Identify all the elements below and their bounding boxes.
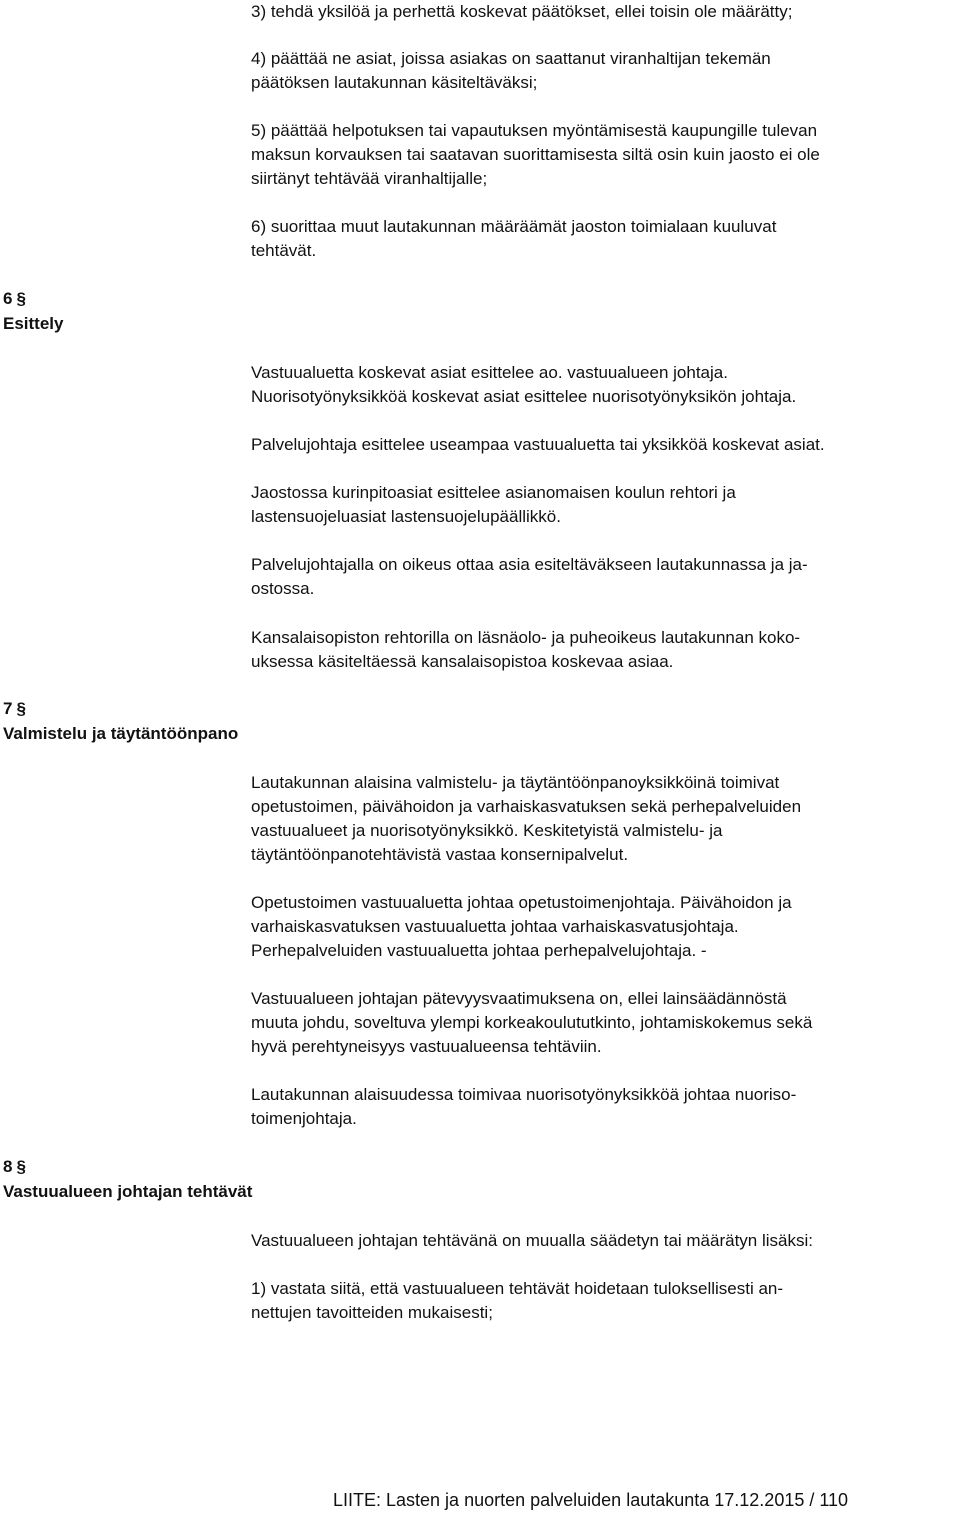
paragraph: [251, 626, 951, 674]
paragraph: [251, 891, 951, 963]
text-line: 1) vastata siitä, että vastuualueen tehtävät hoidetaan tuloksellisesti an-: [251, 1279, 784, 1298]
text-line: Palvelujohtajalla on oikeus ottaa asia esiteltäväkseen lautakunnassa ja ja-: [251, 555, 808, 574]
text-line: siirtänyt tehtävää viranhaltijalle;: [251, 169, 488, 188]
text-line: vastuualueet ja nuorisotyönyksikkö. Keskitetyistä valmistelu- ja: [251, 821, 723, 840]
text-line: Jaostossa kurinpitoasiat esittelee asianomaisen koulun rehtori ja: [251, 483, 736, 502]
intro-item-6: [251, 215, 951, 263]
paragraph: [251, 1277, 951, 1325]
section-title: Valmistelu ja täytäntöönpano: [3, 724, 239, 743]
text-line: muuta johdu, soveltuva ylempi korkeakoulututkinto, johtamiskokemus sekä: [251, 1013, 813, 1032]
text-line: uksessa käsiteltäessä kansalaisopistoa koskevaa asiaa.: [251, 652, 674, 671]
paragraph: [251, 553, 951, 601]
text-line: lastensuojeluasiat lastensuojelupäällikkö.: [251, 507, 561, 526]
text-line: 6) suorittaa muut lautakunnan määräämät jaoston toimialaan kuuluvat: [251, 217, 777, 236]
text-line: ostossa.: [251, 579, 315, 598]
paragraph: [251, 481, 951, 529]
section-title: Esittely: [3, 314, 64, 333]
section-sign: §: [16, 699, 26, 718]
intro-item-3: [251, 0, 951, 24]
text-line: Perhepalveluiden vastuualuetta johtaa perhepalvelujohtaja. -: [251, 941, 707, 960]
section-number: 6 §: [3, 289, 26, 308]
section-number: 7 §: [3, 699, 26, 718]
paragraph: [251, 361, 951, 409]
text-line: maksun korvauksen tai saatavan suorittamisesta siltä osin kuin jaosto ei ole: [251, 145, 820, 164]
text-line: hyvä perehtyneisyys vastuualueensa tehtäviin.: [251, 1037, 602, 1056]
section-number: 8 §: [3, 1157, 26, 1176]
page-footer: LIITE: Lasten ja nuorten palveluiden lautakunta 17.12.2015 / 110: [333, 1490, 849, 1510]
text-line: Lautakunnan alaisina valmistelu- ja täytäntöönpanoyksikköinä toimivat: [251, 773, 780, 792]
text-line: Nuorisotyönyksikköä koskevat asiat esittelee nuorisotyönyksikön johtaja.: [251, 387, 797, 406]
text-line: 4) päättää ne asiat, joissa asiakas on saattanut viranhaltijan tekemän: [251, 49, 771, 68]
paragraph: [251, 1083, 951, 1131]
text-line: Kansalaisopiston rehtorilla on läsnäolo- ja puheoikeus lautakunnan koko-: [251, 628, 801, 647]
text-line: 3) tehdä yksilöä ja perhettä koskevat päätökset, ellei toisin ole määrätty;: [251, 2, 793, 21]
paragraph: [251, 771, 951, 867]
text-line: Vastuualuetta koskevat asiat esittelee ao. vastuualueen johtaja.: [251, 363, 728, 382]
section-sign: §: [16, 289, 26, 308]
text-line: varhaiskasvatuksen vastuualuetta johtaa varhaiskasvatusjohtaja.: [251, 917, 739, 936]
text-line: täytäntöönpanotehtävistä vastaa konsernipalvelut.: [251, 845, 629, 864]
text-line: tehtävät.: [251, 241, 317, 260]
text-line: nettujen tavoitteiden mukaisesti;: [251, 1303, 493, 1322]
text-line: toimenjohtaja.: [251, 1109, 357, 1128]
section-title: Vastuualueen johtajan tehtävät: [3, 1182, 253, 1201]
paragraph: [251, 987, 951, 1059]
intro-item-4: [251, 47, 951, 95]
paragraph: [251, 1229, 951, 1253]
text-line: Vastuualueen johtajan pätevyysvaatimuksena on, ellei lainsäädännöstä: [251, 989, 787, 1008]
intro-item-5: [251, 119, 951, 191]
paragraph: [251, 433, 951, 457]
text-line: Lautakunnan alaisuudessa toimivaa nuorisotyönyksikköä johtaa nuoriso-: [251, 1085, 797, 1104]
text-line: 5) päättää helpotuksen tai vapautuksen myöntämisestä kaupungille tulevan: [251, 121, 818, 140]
text-line: Palvelujohtaja esittelee useampaa vastuualuetta tai yksikköä koskevat asiat.: [251, 435, 825, 454]
text-line: opetustoimen, päivähoidon ja varhaiskasvatuksen sekä perhepalveluiden: [251, 797, 802, 816]
section-sign: §: [16, 1157, 26, 1176]
text-line: Vastuualueen johtajan tehtävänä on muualla säädetyn tai määrätyn lisäksi:: [251, 1231, 813, 1250]
text-line: päätöksen lautakunnan käsiteltäväksi;: [251, 73, 538, 92]
text-line: Opetustoimen vastuualuetta johtaa opetustoimenjohtaja. Päivähoidon ja: [251, 893, 792, 912]
